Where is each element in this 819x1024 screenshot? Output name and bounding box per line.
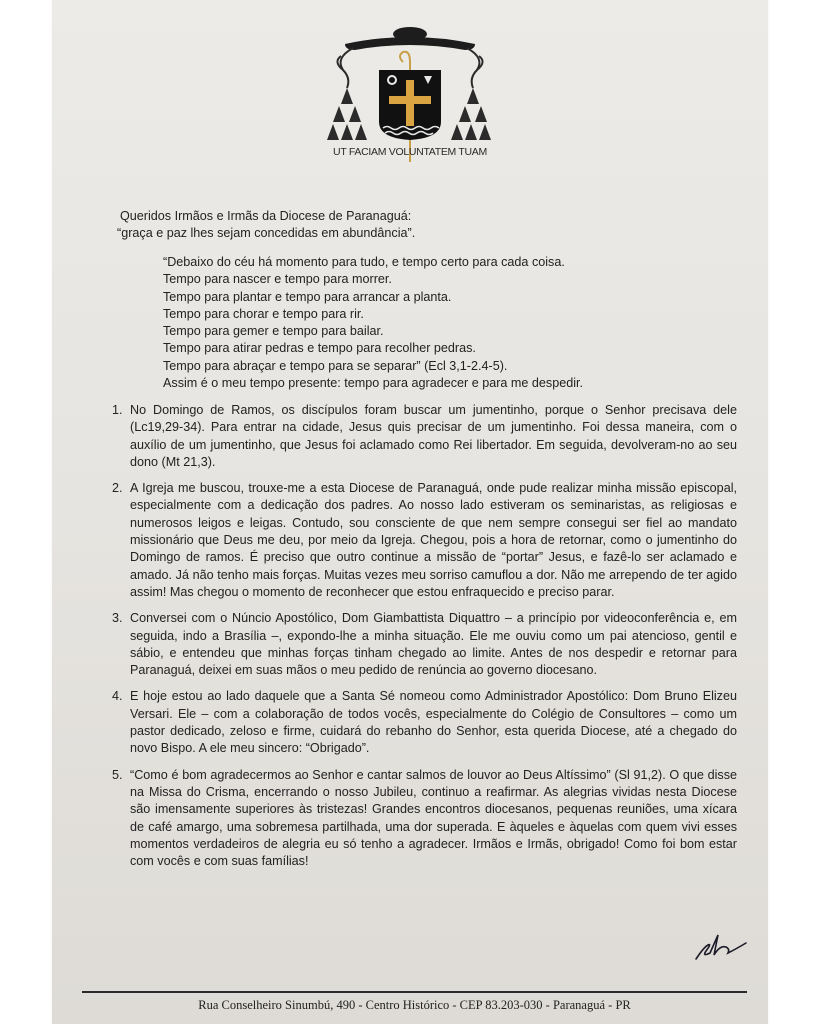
paragraph-number: 2. <box>112 481 123 496</box>
paragraph-number: 4. <box>112 689 123 704</box>
quote-line: “Debaixo do céu há momento para tudo, e tempo certo para cada coisa. <box>163 255 565 269</box>
greeting-blessing: “graça e paz lhes sejam concedidas em abundância”. <box>117 226 416 241</box>
quote-line: Assim é o meu tempo presente: tempo para agradecer e para me despedir. <box>163 376 584 391</box>
footer-address: Rua Conselheiro Sinumbú, 490 - Centro Histórico - CEP 83.203-030 - Paranaguá - PR <box>198 998 631 1012</box>
quote-line: Tempo para atirar pedras e tempo para recolher pedras. <box>163 341 476 356</box>
quote-line: Tempo para nascer e tempo para morrer. <box>163 272 392 287</box>
paragraph-number: 3. <box>112 611 123 626</box>
signature-icon <box>690 925 750 965</box>
quote-line: Tempo para chorar e tempo para rir. <box>163 306 364 321</box>
paragraph-item <box>112 402 737 471</box>
quote-line: Tempo para gemer e tempo para bailar. <box>163 324 384 339</box>
paragraph-text: E hoje estou ao lado daquele que a Santa Sé nomeou como Administrador Apostólico: Dom Bruno Elizeu Versari. Ele – com a colaboração de todos vocês, especialmente do Colégio de Consultores – como um pastor dedicado, zeloso e firme, cuidará do rebanho do Senhor, esta querida Diocese, até a chegado do novo Bispo. A ele meu sincero: “Obrigado”. <box>130 689 737 756</box>
paragraph-item <box>112 610 737 679</box>
greeting-salutation: Queridos Irmãos e Irmãs da Diocese de Paranaguá: <box>120 209 412 223</box>
greeting <box>117 208 620 243</box>
paragraph-text: No Domingo de Ramos, os discípulos foram buscar um jumentinho, porque o Senhor precisava dele (Lc19,29-34). Para entrar na cidade, Jesus quis precisar de um jumentinho. Foi dessa maneira, com o auxílio de um jumentinho, que Jesus foi aclamado como Rei libertador. Em seguida, devolveram-no ao seu dono (Mt 21,3). <box>130 403 737 469</box>
paragraph-item <box>112 767 737 871</box>
motto: UT FACIAM VOLUNTATEM TUAM <box>333 146 487 158</box>
paragraph-text: A Igreja me buscou, trouxe-me a esta Diocese de Paranaguá, onde pude realizar minha missão episcopal, especialmente com a dedicação dos padres. Ao nosso lado estiveram os seminaristas, as religiosas e numerosos leigos e leigas. Contudo, sou consciente de que nem sempre consegui ser fiel ao mandato missionário que Deus me deu, por meio da Igreja. Chegou, pois a hora de retornar, como o jumentinho do Domingo de ramos. É preciso que outro continue a missão de “portar” Jesus, e fazê-lo ser aclamado e amado. Já não tenho mais forças. Muitas vezes meu sorriso camuflou a dor. Não me arrependo de ter agido assim! Mas chegou o momento de reconhecer que estou enfraquecido e preciso parar. <box>130 481 737 599</box>
footer-divider <box>82 991 747 993</box>
paragraph-text: Conversei com o Núncio Apostólico, Dom Giambattista Diquattro – a princípio por videoconferência e, em seguida, indo a Brasília –, expondo-lhe a minha situação. Ele me ouviu como um pai atencioso, gentil e sábio, e entendeu que minhas forças tinham chegado ao limite. Antes de nos despedir e retornar para Paranaguá, deixei em suas mãos o meu pedido de renúncia ao governo diocesano. <box>130 611 737 678</box>
quote-line: Tempo para abraçar e tempo para se separar” (Ecl 3,1-2.4-5). <box>163 358 508 373</box>
scripture-quote <box>163 254 643 392</box>
numbered-paragraphs <box>112 402 737 879</box>
paragraph-number: 5. <box>112 767 123 782</box>
quote-line: Tempo para plantar e tempo para arrancar a planta. <box>163 289 452 304</box>
paragraph-item <box>112 480 737 601</box>
paragraph-text: “Como é bom agradecermos ao Senhor e cantar salmos de louvor ao Deus Altíssimo” (Sl 91,2). O que disse na Missa do Crisma, encerrando o nosso Jubileu, continuo a reafirmar. As alegrias vividas nesta Diocese são imensamente superiores às tristezas! Grandes encontros diocesanos, pequenas reuniões, uma xícara de café amargo, uma sobremesa partilhada, uma dor superada. E àqueles e àquelas com quem vivi esses momentos verdadeiros de alegria eu só tenho a agradecer. Irmãos e Irmãs, obrigado! Como foi bom estar com vocês e com suas famílias! <box>130 767 737 869</box>
paragraph-item <box>112 688 737 757</box>
paragraph-number: 1. <box>112 403 123 417</box>
